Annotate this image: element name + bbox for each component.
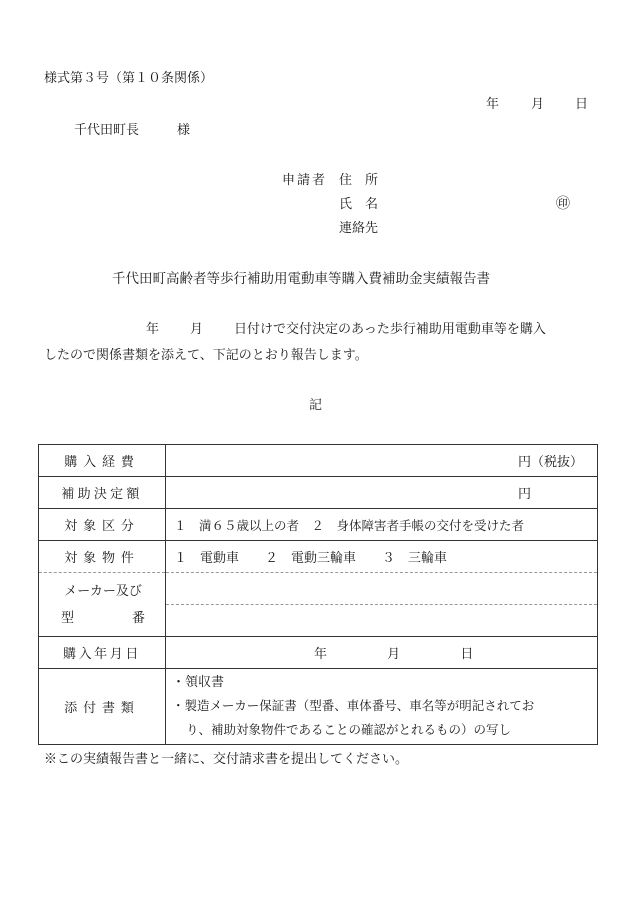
table-row-attachments [39,669,598,745]
footer-note: ※この実績報告書と一緒に、交付請求書を提出してください。 [44,752,409,767]
form-number: 様式第３号（第１０条関係） [44,71,214,86]
table-row-purchase-date [39,637,598,669]
addressee-name: 千代田町長 [74,123,140,138]
table-row-maker-model [39,573,598,605]
purchase-date-year: 年 [314,647,328,662]
subsidy-amount-value[interactable]: 円 [166,477,598,509]
target-item-value[interactable]: １ 電動車 ２ 電動三輪車 ３ 三輪車 [166,541,598,573]
attachment-item-warranty-line1: ・製造メーカー保証書（型番、車体番号、車名等が明記されてお [172,698,535,713]
addressee-honorific: 様 [177,123,191,138]
address-label: 住 所 [339,173,379,188]
attachments-label: 添付書類 [39,669,166,745]
attachment-item-warranty-line2: り、補助対象物件であることの確認がとれるもの）の写し [186,721,512,737]
purchase-date-value[interactable] [166,637,598,669]
date-day: 日 [575,97,589,112]
maker-value[interactable] [166,573,598,605]
model-label-char1: 型 [61,610,75,626]
body-year: 年 [146,322,160,337]
target-category-label: 対象区分 [39,509,166,541]
purchase-date-day: 日 [460,647,474,662]
target-item-label: 対象物件 [39,541,166,573]
purchase-cost-value[interactable]: 円（税抜） [166,445,598,477]
attachments-value [166,669,598,745]
seal-mark: ㊞ [556,196,570,212]
model-label-char2: 番 [131,610,145,626]
body-month: 月 [190,322,204,337]
attachment-item-receipt: ・領収書 [172,675,225,690]
subsidy-amount-label: 補助決定額 [39,477,166,509]
table-row-purchase-cost [39,445,598,477]
document-title: 千代田町高齢者等歩行補助用電動車等購入費補助金実績報告書 [112,271,490,287]
ki-mark: 記 [309,398,323,413]
maker-model-label [39,573,166,637]
target-category-value[interactable]: １ 満６５歳以上の者 ２ 身体障害者手帳の交付を受けた者 [166,509,598,541]
body-line-2: したので関係書類を添えて、下記のとおり報告します。 [44,348,368,363]
applicant-label: 申請者 [282,173,328,188]
date-month: 月 [531,97,545,112]
body-line-1: 日付けで交付決定のあった歩行補助用電動車等を購入 [234,322,546,337]
purchase-date-month: 月 [387,647,401,662]
purchase-date-label: 購入年月日 [39,637,166,669]
name-label: 氏 名 [339,197,379,212]
table-row-target-item [39,541,598,573]
model-number-value[interactable] [166,605,598,637]
contact-label: 連絡先 [339,221,379,236]
maker-model-label-line1: メーカー及び [64,583,142,599]
report-table [38,444,598,745]
purchase-cost-label: 購入経費 [39,445,166,477]
table-row-target-category [39,509,598,541]
table-row-subsidy-amount [39,477,598,509]
date-year: 年 [486,97,500,112]
